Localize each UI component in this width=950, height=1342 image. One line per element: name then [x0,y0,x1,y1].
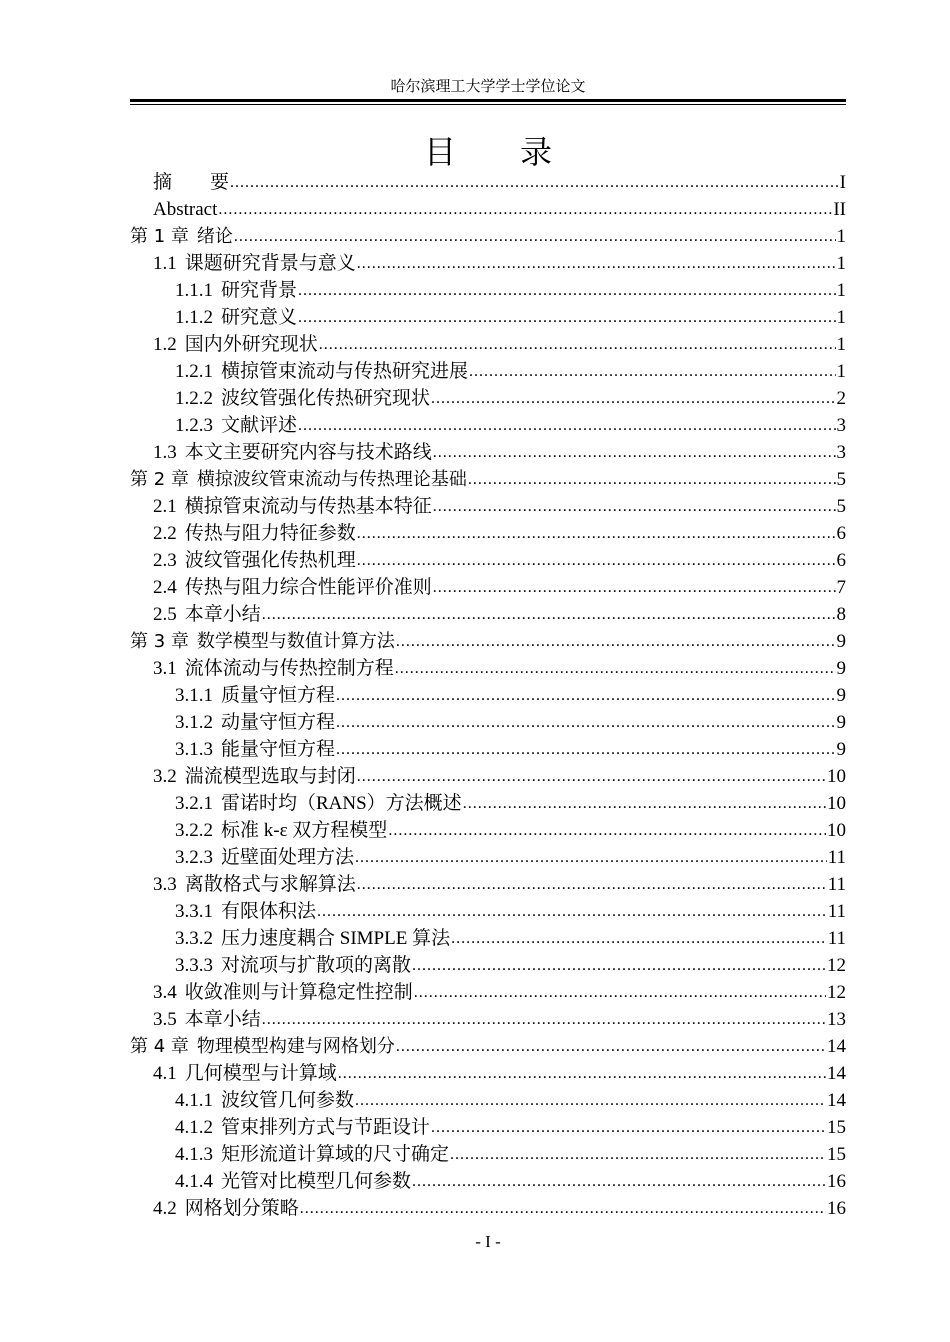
toc-entry-label: 课题研究背景与意义 [184,253,356,274]
toc-entry-label: 离散格式与求解算法 [184,874,356,895]
toc-entry-label: 国内外研究现状 [184,334,318,355]
toc-entry-number: 3.3.3 [175,955,213,976]
toc-dot-leader [412,1168,826,1195]
toc-entry-page: 1 [836,334,846,355]
toc-entry-page: 16 [827,1198,846,1219]
toc-entry-page: 5 [836,496,846,517]
toc-dot-leader [431,385,835,412]
toc-entry-page: 15 [827,1117,846,1138]
toc-entry-label: 动量守恒方程 [221,712,336,733]
toc-entry-page: I [839,172,846,193]
toc-entry-number: 1.2.2 [175,388,213,409]
toc-dot-leader [300,1195,826,1222]
toc-entry-label: 能量守恒方程 [221,739,336,760]
toc-dot-leader [262,601,836,628]
toc-entry[interactable] [130,601,846,628]
toc-entry-page: 3 [836,442,846,463]
toc-entry-page: 11 [827,928,846,949]
toc-entry[interactable] [130,871,846,898]
toc-entry-label: 收敛准则与计算稳定性控制 [184,982,413,1003]
toc-entry[interactable] [130,277,846,304]
toc-entry-number: 1.2 [153,334,177,355]
toc-entry-number: 1.3 [153,442,177,463]
toc-entry-page: 14 [827,1063,846,1084]
toc-entry-page: 11 [827,847,846,868]
toc-entry-label: 对流项与扩散项的离散 [221,955,412,976]
toc-dot-leader [357,547,836,574]
toc-entry-page: 12 [827,955,846,976]
toc-entry-page: 1 [836,226,846,247]
toc-dot-leader [468,466,836,493]
toc-entry-page: 14 [827,1036,846,1057]
toc-dot-leader [262,1006,826,1033]
toc-dot-leader [433,574,836,601]
toc-entry[interactable] [130,331,846,358]
toc-entry[interactable] [130,223,846,250]
toc-entry-label: 管束排列方式与节距设计 [221,1117,431,1138]
toc-entry-label: 几何模型与计算域 [184,1063,337,1084]
toc-entry-page: 6 [836,523,846,544]
toc-entry-number: 2.2 [153,523,177,544]
toc-entry-label: 近壁面处理方法 [221,847,355,868]
toc-dot-leader [336,682,835,709]
page-footer: - I - [475,1232,501,1251]
toc-dot-leader [431,1114,826,1141]
toc-entry-number: 4.2 [153,1198,177,1219]
toc-entry-page: 16 [827,1171,846,1192]
toc-entry[interactable] [130,196,846,223]
toc-entry-label: 横掠管束流动与传热基本特征 [184,496,432,517]
toc-entry-number: 3.2.3 [175,847,213,868]
toc-entry[interactable] [130,358,846,385]
toc-dot-leader [469,358,835,385]
toc-entry-label: 雷诺时均（RANS）方法概述 [221,793,462,814]
toc-entry[interactable] [130,1087,846,1114]
toc-entry-page: 1 [836,280,846,301]
toc-entry-page: 12 [827,982,846,1003]
toc-entry-number: 3.1.1 [175,685,213,706]
toc-entry-page: 14 [827,1090,846,1111]
toc-entry[interactable] [130,1195,846,1222]
toc-entry-label: 流体流动与传热控制方程 [184,658,394,679]
toc-entry-number: 4.1 [153,1063,177,1084]
header-rule-thick [130,99,846,102]
toc-entry[interactable] [130,466,846,493]
toc-entry-label: 研究背景 [221,280,298,301]
toc-entry-number: 1.1.1 [175,280,213,301]
toc-entry-page: 7 [836,577,846,598]
toc-entry-number: 3.1.2 [175,712,213,733]
toc-entry-label: 传热与阻力特征参数 [184,523,356,544]
toc-entry-page: 15 [827,1144,846,1165]
toc-entry-label: 文献评述 [221,415,298,436]
toc-entry-page: 3 [836,415,846,436]
toc-entry[interactable] [130,817,846,844]
toc-entry-label: 质量守恒方程 [221,685,336,706]
toc-entry[interactable] [130,1060,846,1087]
toc-dot-leader [395,655,836,682]
toc-dot-leader [396,1033,826,1060]
toc-entry[interactable] [130,304,846,331]
toc-title: 目 录 [423,133,552,171]
toc-entry[interactable] [130,250,846,277]
toc-dot-leader [357,250,836,277]
toc-entry-page: 9 [836,739,846,760]
page-header: 哈尔滨理工大学学士学位论文 [390,79,586,95]
toc-entry-label: 网格划分策略 [184,1198,299,1219]
toc-entry-number: 第 2 章 [130,469,189,490]
toc-entry-number: 4.1.3 [175,1144,213,1165]
toc-dot-leader [388,817,826,844]
toc-dot-leader [355,844,827,871]
toc-entry-number: 3.4 [153,982,177,1003]
toc-entry-number: 1.2.1 [175,361,213,382]
toc-dot-leader [317,898,827,925]
toc-entry-label: 绪论 [196,226,233,247]
toc-dot-leader [298,277,835,304]
toc-entry[interactable] [130,844,846,871]
toc-entry-page: 1 [836,307,846,328]
toc-entry-number: 第 3 章 [130,631,189,652]
toc-entry[interactable] [130,520,846,547]
toc-entry-page: 11 [827,874,846,895]
toc-entry-label: 数学模型与数值计算方法 [196,631,395,652]
toc-dot-leader [451,925,827,952]
toc-entry-page: 9 [836,685,846,706]
toc-entry-number: 1.1.2 [175,307,213,328]
toc-entry-label: 有限体积法 [221,901,317,922]
toc-entry[interactable] [130,898,846,925]
toc-entry[interactable] [130,547,846,574]
toc-entry[interactable] [130,655,846,682]
toc-dot-leader [412,952,826,979]
toc-dot-leader [357,520,836,547]
toc-entry[interactable] [130,574,846,601]
toc-entry-number: 3.5 [153,1009,177,1030]
toc-entry-number: 1.2.3 [175,415,213,436]
toc-entry[interactable] [130,925,846,952]
toc-entry-number: 1.1 [153,253,177,274]
toc-entry-number: 第 4 章 [130,1036,189,1057]
toc-entry-label: 本章小结 [184,1009,261,1030]
toc-dot-leader [433,439,836,466]
toc-entry[interactable] [130,952,846,979]
toc-entry-page: 2 [836,388,846,409]
toc-entry-number: 2.4 [153,577,177,598]
toc-entry-page: 9 [836,658,846,679]
toc-dot-leader [218,196,832,223]
toc-entry-page: 1 [836,253,846,274]
toc-entry-label: 光管对比模型几何参数 [221,1171,412,1192]
toc-dot-leader [355,1087,826,1114]
toc-entry[interactable] [130,169,846,196]
toc-entry-label: 压力速度耦合 SIMPLE 算法 [221,928,451,949]
toc-entry[interactable] [130,412,846,439]
toc-dot-leader [234,223,836,250]
toc-entry-page: 9 [836,712,846,733]
toc-entry-label: 横掠波纹管束流动与传热理论基础 [196,469,467,490]
toc-entry-number: 3.1.3 [175,739,213,760]
toc-entry-label: 波纹管强化传热机理 [184,550,356,571]
toc-entry[interactable] [130,1114,846,1141]
toc-entry-page: 10 [827,820,846,841]
toc-dot-leader [357,763,826,790]
toc-dot-leader [230,169,839,196]
toc-entry-page: 9 [836,631,846,652]
toc-entry[interactable] [130,736,846,763]
toc-entry[interactable] [130,1033,846,1060]
toc-dot-leader [336,736,835,763]
toc-entry-page: 5 [836,469,846,490]
toc-entry[interactable] [130,439,846,466]
toc-dot-leader [336,709,835,736]
toc-entry[interactable] [130,682,846,709]
toc-entry-page: 10 [827,766,846,787]
toc-entry-number: 2.3 [153,550,177,571]
toc-entry-number: 3.3.1 [175,901,213,922]
toc-entry[interactable] [130,1168,846,1195]
toc-entry[interactable] [130,1141,846,1168]
toc-entry[interactable] [130,628,846,655]
toc-entry-page: II [833,199,846,220]
toc-entry[interactable] [130,979,846,1006]
toc-entry-label: 横掠管束流动与传热研究进展 [221,361,469,382]
toc-entry-label: 矩形流道计算域的尺寸确定 [221,1144,450,1165]
toc-entry-page: 13 [827,1009,846,1030]
toc-entry-number: 2.5 [153,604,177,625]
toc-entry-page: 1 [836,361,846,382]
toc-entry-page: 11 [827,901,846,922]
toc-entry-page: 10 [827,793,846,814]
toc-entry-label: 标准 k-ε 双方程模型 [221,820,388,841]
toc-dot-leader [396,628,836,655]
toc-dot-leader [433,493,836,520]
toc-entry-label: 湍流模型选取与封闭 [184,766,356,787]
toc-entry-label: 研究意义 [221,307,298,328]
toc-entry-label: 物理模型构建与网格划分 [196,1036,395,1057]
toc-dot-leader [298,304,835,331]
toc-entry-number: 3.2.1 [175,793,213,814]
toc-entry-number: 3.2 [153,766,177,787]
toc-entry-number: 3.3 [153,874,177,895]
toc-entry-number: 4.1.2 [175,1117,213,1138]
toc-entry-number: 3.2.2 [175,820,213,841]
toc-entry[interactable] [130,790,846,817]
toc-entry[interactable] [130,1006,846,1033]
toc-entry-number: 3.3.2 [175,928,213,949]
toc-entry-number: 2.1 [153,496,177,517]
toc-entry-page: 6 [836,550,846,571]
toc-entry[interactable] [130,709,846,736]
toc-entry[interactable] [130,385,846,412]
toc-entry[interactable] [130,493,846,520]
toc-entry-number: 第 1 章 [130,226,189,247]
toc-dot-leader [298,412,835,439]
toc-entry-page: 8 [836,604,846,625]
toc-entry-label: 摘 要 [153,172,230,193]
toc-entry-label: Abstract [153,199,218,220]
toc-dot-leader [319,331,836,358]
toc-dot-leader [357,871,827,898]
toc-entry-label: 本文主要研究内容与技术路线 [184,442,432,463]
toc-entry-label: 波纹管强化传热研究现状 [221,388,431,409]
toc-entry-label: 本章小结 [184,604,261,625]
toc-entry-label: 波纹管几何参数 [221,1090,355,1111]
toc-dot-leader [463,790,826,817]
toc-entry-number: 4.1.4 [175,1171,213,1192]
header-rule-thin [130,104,846,105]
toc-entry-label: 传热与阻力综合性能评价准则 [184,577,432,598]
toc-dot-leader [450,1141,826,1168]
toc-dot-leader [338,1060,826,1087]
toc-entry-number: 3.1 [153,658,177,679]
toc-entry[interactable] [130,763,846,790]
toc-dot-leader [414,979,826,1006]
toc-entry-number: 4.1.1 [175,1090,213,1111]
